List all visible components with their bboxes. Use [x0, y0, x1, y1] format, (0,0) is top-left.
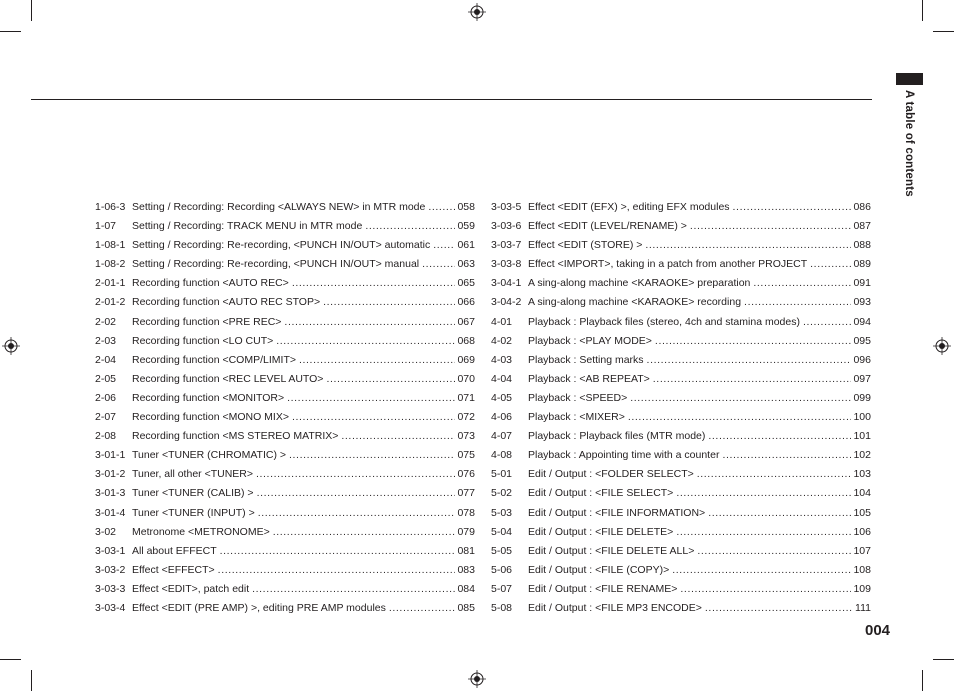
toc-entry[interactable]: [95, 487, 475, 506]
toc-entry[interactable]: [491, 507, 871, 526]
toc-column-right: [491, 201, 871, 621]
crop-mark-top-left-h: [0, 31, 21, 32]
toc-dot-leader: [284, 316, 455, 328]
toc-entry-title: Edit / Output : <FILE DELETE>: [528, 525, 674, 538]
toc-entry-title: Tuner <TUNER (INPUT) >: [132, 506, 255, 519]
registration-mark-left-icon: [2, 337, 20, 355]
toc-dot-leader: [680, 583, 851, 595]
toc-entry-title: Effect <EFFECT>: [132, 563, 215, 576]
toc-entry[interactable]: [95, 201, 475, 220]
toc-entry-page: 100: [853, 411, 871, 424]
toc-entry-number: 3-03-6: [491, 220, 522, 233]
toc-entry-page: 068: [457, 334, 475, 347]
toc-entry-title: Edit / Output : <FILE INFORMATION>: [528, 506, 706, 519]
toc-entry[interactable]: [491, 430, 871, 449]
toc-entry-number: 5-08: [491, 601, 513, 614]
toc-dot-leader: [722, 449, 851, 461]
toc-entry-number: 3-04-1: [491, 277, 522, 290]
toc-dot-leader: [220, 545, 456, 557]
toc-entry-number: 5-02: [491, 487, 513, 500]
toc-entry[interactable]: [95, 316, 475, 335]
toc-entry-page: 085: [457, 601, 475, 614]
toc-entry-page: 061: [457, 239, 475, 252]
toc-dot-leader: [258, 507, 456, 519]
toc-entry-number: 3-02: [95, 525, 117, 538]
toc-dot-leader: [630, 392, 851, 404]
toc-entry-page: 105: [853, 506, 871, 519]
toc-dot-leader: [433, 239, 455, 251]
toc-entry-title: Playback : <SPEED>: [528, 391, 628, 404]
section-tab-marker: [896, 73, 923, 85]
toc-entry-page: 099: [853, 391, 871, 404]
toc-dot-leader: [803, 316, 852, 328]
toc-dot-leader: [218, 564, 456, 576]
toc-entry[interactable]: [491, 564, 871, 583]
toc-entry-number: 2-02: [95, 315, 117, 328]
toc-entry-title: Playback : Appointing time with a counter: [528, 449, 720, 462]
toc-entry-page: 102: [853, 449, 871, 462]
toc-entry[interactable]: [95, 411, 475, 430]
toc-entry-title: Tuner <TUNER (CHROMATIC) >: [132, 449, 287, 462]
toc-entry-number: 4-01: [491, 315, 513, 328]
toc-entry-page: 111: [855, 601, 871, 614]
toc-entry-page: 109: [853, 582, 871, 595]
toc-entry-title: Playback : Playback files (MTR mode): [528, 430, 706, 443]
toc-entry-page: 070: [457, 372, 475, 385]
toc-entry-title: Tuner, all other <TUNER>: [132, 468, 253, 481]
toc-dot-leader: [273, 526, 456, 538]
toc-column-left: [95, 201, 475, 621]
toc-dot-leader: [708, 507, 851, 519]
toc-entry-title: Recording function <MS STEREO MATRIX>: [132, 430, 339, 443]
toc-entry-page: 097: [853, 372, 871, 385]
toc-entry-title: Setting / Recording: Re-recording, <PUNCH IN/OUT> automatic: [132, 239, 431, 252]
toc-entry-title: Tuner <TUNER (CALIB) >: [132, 487, 254, 500]
toc-entry[interactable]: [491, 602, 871, 621]
toc-dot-leader: [287, 392, 455, 404]
toc-entry-title: Effect <EDIT (LEVEL/RENAME) >: [528, 220, 687, 233]
toc-entry-number: 4-06: [491, 411, 513, 424]
toc-entry[interactable]: [491, 335, 871, 354]
toc-entry-title: Effect <EDIT (STORE) >: [528, 239, 643, 252]
toc-entry-number: 3-01-4: [95, 506, 126, 519]
toc-entry-title: Recording function <AUTO REC>: [132, 277, 289, 290]
toc-entry[interactable]: [95, 583, 475, 602]
toc-entry-number: 4-04: [491, 372, 513, 385]
toc-entry-page: 059: [457, 220, 475, 233]
toc-entry[interactable]: [95, 277, 475, 296]
toc-entry-page: 072: [457, 411, 475, 424]
toc-dot-leader: [810, 258, 851, 270]
toc-dot-leader: [323, 296, 455, 308]
toc-entry-page: 067: [457, 315, 475, 328]
toc-entry[interactable]: [491, 220, 871, 239]
toc-dot-leader: [628, 411, 852, 423]
toc-entry-number: 4-08: [491, 449, 513, 462]
toc-dot-leader: [289, 449, 455, 461]
toc-entry[interactable]: [491, 373, 871, 392]
toc-entry-title: Effect <EDIT>, patch edit: [132, 582, 250, 595]
toc-entry-page: 069: [457, 353, 475, 366]
toc-entry-title: All about EFFECT: [132, 544, 217, 557]
toc-dot-leader: [292, 277, 456, 289]
toc-entry[interactable]: [95, 449, 475, 468]
toc-entry-number: 5-05: [491, 544, 513, 557]
toc-entry-number: 2-03: [95, 334, 117, 347]
toc-entry-number: 4-07: [491, 430, 513, 443]
toc-dot-leader: [697, 468, 852, 480]
toc-dot-leader: [676, 487, 851, 499]
toc-entry-number: 3-01-1: [95, 449, 126, 462]
toc-entry[interactable]: [95, 564, 475, 583]
toc-entry-page: 066: [457, 296, 475, 309]
toc-entry-title: Recording function <COMP/LIMIT>: [132, 353, 296, 366]
toc-entry-page: 091: [853, 277, 871, 290]
toc-dot-leader: [292, 411, 455, 423]
toc-entry-page: 087: [853, 220, 871, 233]
toc-entry-number: 2-08: [95, 430, 117, 443]
toc-dot-leader: [326, 373, 455, 385]
toc-entry-number: 1-07: [95, 220, 117, 233]
header-rule: [31, 99, 872, 100]
toc-entry-number: 5-03: [491, 506, 513, 519]
toc-entry-number: 2-06: [95, 391, 117, 404]
crop-mark-top-right-h: [933, 31, 954, 32]
toc-dot-leader: [676, 526, 851, 538]
toc-entry-title: Edit / Output : <FILE DELETE ALL>: [528, 544, 695, 557]
toc-entry-number: 3-03-3: [95, 582, 126, 595]
toc-entry[interactable]: [95, 507, 475, 526]
toc-entry[interactable]: [491, 468, 871, 487]
crop-mark-bottom-left-h: [0, 659, 21, 660]
toc-entry-number: 5-07: [491, 582, 513, 595]
toc-entry-page: 104: [853, 487, 871, 500]
toc-entry-title: Playback : Playback files (stereo, 4ch and stamina modes): [528, 315, 800, 328]
toc-entry[interactable]: [95, 373, 475, 392]
toc-dot-leader: [422, 258, 455, 270]
toc-entry-number: 5-04: [491, 525, 513, 538]
toc-entry-page: 086: [853, 201, 871, 213]
toc-dot-leader: [708, 430, 851, 442]
toc-entry-title: Playback : Setting marks: [528, 353, 644, 366]
toc-entry-page: 108: [853, 563, 871, 576]
toc-entry-title: Effect <IMPORT>, taking in a patch from another PROJECT: [528, 258, 808, 271]
toc-dot-leader: [744, 296, 851, 308]
toc-entry[interactable]: [491, 545, 871, 564]
toc-entry[interactable]: [491, 258, 871, 277]
toc-dot-leader: [299, 354, 455, 366]
toc-entry-page: 075: [457, 449, 475, 462]
toc-entry[interactable]: [95, 220, 475, 239]
crop-mark-top-left-v: [31, 0, 32, 21]
toc-entry-title: Edit / Output : <FILE SELECT>: [528, 487, 674, 500]
toc-entry[interactable]: [491, 526, 871, 545]
toc-entry-number: 3-03-5: [491, 201, 522, 213]
toc-entry-number: 3-03-7: [491, 239, 522, 252]
toc-entry-title: Recording function <PRE REC>: [132, 315, 282, 328]
toc-dot-leader: [256, 468, 455, 480]
toc-entry-number: 1-06-3: [95, 201, 126, 213]
toc-entry-page: 103: [853, 468, 871, 481]
toc-entry-number: 2-07: [95, 411, 117, 424]
toc-entry[interactable]: [491, 316, 871, 335]
crop-mark-bottom-right-h: [933, 659, 954, 660]
toc-entry-number: 3-03-1: [95, 544, 126, 557]
toc-dot-leader: [276, 335, 455, 347]
toc-entry-title: A sing-along machine <KARAOKE> recording: [528, 296, 742, 309]
toc-entry-page: 107: [853, 544, 871, 557]
toc-entry-title: A sing-along machine <KARAOKE> preparation: [528, 277, 751, 290]
toc-entry[interactable]: [95, 526, 475, 545]
toc-entry-page: 084: [457, 582, 475, 595]
toc-entry-title: Effect <EDIT (EFX) >, editing EFX modules: [528, 201, 730, 213]
toc-entry[interactable]: [95, 258, 475, 277]
toc-entry[interactable]: [491, 411, 871, 430]
toc-entry-page: 071: [457, 391, 475, 404]
toc-entry-title: Recording function <LO CUT>: [132, 334, 274, 347]
toc-dot-leader: [753, 277, 851, 289]
toc-dot-leader: [389, 602, 456, 614]
toc-dot-leader: [252, 583, 455, 595]
toc-entry-number: 2-01-2: [95, 296, 126, 309]
toc-entry-page: 083: [457, 563, 475, 576]
toc-entry[interactable]: [95, 239, 475, 258]
toc-dot-leader: [257, 487, 456, 499]
toc-entry[interactable]: [491, 277, 871, 296]
toc-entry[interactable]: [95, 430, 475, 449]
toc-entry-page: 089: [853, 258, 871, 271]
toc-entry-number: 2-05: [95, 372, 117, 385]
toc-entry[interactable]: [95, 335, 475, 354]
toc-entry[interactable]: [95, 392, 475, 411]
toc-entry-number: 3-03-2: [95, 563, 126, 576]
toc-dot-leader: [653, 373, 852, 385]
toc-entry-title: Playback : <MIXER>: [528, 411, 625, 424]
registration-mark-bottom-icon: [468, 670, 486, 688]
toc-entry-number: 3-01-3: [95, 487, 126, 500]
toc-dot-leader: [672, 564, 851, 576]
toc-entry-page: 094: [853, 315, 871, 328]
toc-entry-title: Playback : <PLAY MODE>: [528, 334, 652, 347]
toc-entry-title: Setting / Recording: Recording <ALWAYS NEW> in MTR mode: [132, 201, 426, 213]
toc-dot-leader: [341, 430, 455, 442]
toc-entry-number: 3-03-4: [95, 601, 126, 614]
toc-entry-title: Edit / Output : <FILE MP3 ENCODE>: [528, 601, 702, 614]
toc-entry-page: 096: [853, 353, 871, 366]
toc-entry[interactable]: [491, 201, 871, 220]
toc-dot-leader: [697, 545, 851, 557]
toc-entry-title: Recording function <AUTO REC STOP>: [132, 296, 321, 309]
toc-entry-number: 5-01: [491, 468, 513, 481]
toc-entry-page: 065: [457, 277, 475, 290]
toc-entry-title: Playback : <AB REPEAT>: [528, 372, 650, 385]
toc-entry[interactable]: [95, 354, 475, 373]
toc-entry-page: 079: [457, 525, 475, 538]
toc-entry-title: Recording function <MONO MIX>: [132, 411, 289, 424]
toc-entry[interactable]: [491, 392, 871, 411]
toc-dot-leader: [733, 201, 852, 213]
page-number: 004: [865, 622, 891, 639]
toc-entry-page: 088: [853, 239, 871, 252]
toc-dot-leader: [645, 239, 851, 251]
toc-entry-title: Setting / Recording: Re-recording, <PUNCH IN/OUT> manual: [132, 258, 420, 271]
toc-entry-page: 058: [457, 201, 475, 213]
toc-entry[interactable]: [95, 468, 475, 487]
toc-entry[interactable]: [95, 602, 475, 621]
toc-dot-leader: [655, 335, 852, 347]
toc-entry[interactable]: [491, 296, 871, 315]
toc-entry-number: 4-03: [491, 353, 513, 366]
toc-entry-number: 1-08-2: [95, 258, 126, 271]
side-title: A table of contents: [903, 90, 915, 197]
toc-entry-page: 081: [457, 544, 475, 557]
toc-entry-page: 073: [457, 430, 475, 443]
toc-entry[interactable]: [491, 239, 871, 258]
toc-entry[interactable]: [491, 487, 871, 506]
toc-entry-number: 3-04-2: [491, 296, 522, 309]
toc-dot-leader: [647, 354, 852, 366]
toc-entry-page: 095: [853, 334, 871, 347]
toc-entry-number: 3-01-2: [95, 468, 126, 481]
toc-entry-page: 078: [457, 506, 475, 519]
toc-entry-page: 101: [853, 430, 871, 443]
toc-dot-leader: [365, 220, 455, 232]
toc-entry[interactable]: [95, 545, 475, 564]
toc-dot-leader: [705, 602, 853, 614]
toc-dot-leader: [690, 220, 852, 232]
toc-entry-title: Effect <EDIT (PRE AMP) >, editing PRE AMP modules: [132, 601, 386, 614]
toc-entry-page: 077: [457, 487, 475, 500]
toc-entry-title: Edit / Output : <FILE (COPY)>: [528, 563, 670, 576]
toc-entry-title: Edit / Output : <FOLDER SELECT>: [528, 468, 694, 481]
toc-entry-page: 106: [853, 525, 871, 538]
toc-entry-number: 4-02: [491, 334, 513, 347]
crop-mark-top-right-v: [922, 0, 923, 21]
toc-entry-number: 3-03-8: [491, 258, 522, 271]
toc-entry[interactable]: [95, 296, 475, 315]
toc-dot-leader: [428, 201, 455, 213]
registration-mark-top-icon: [468, 3, 486, 21]
toc-entry-title: Recording function <REC LEVEL AUTO>: [132, 372, 324, 385]
toc-entry-number: 4-05: [491, 391, 513, 404]
toc-entry-page: 076: [457, 468, 475, 481]
registration-mark-right-icon: [933, 337, 951, 355]
crop-mark-bottom-left-v: [31, 670, 32, 691]
toc-entry-number: 2-01-1: [95, 277, 126, 290]
toc-entry-title: Recording function <MONITOR>: [132, 391, 285, 404]
toc-entry-number: 5-06: [491, 563, 513, 576]
toc-entry[interactable]: [491, 354, 871, 373]
crop-mark-bottom-right-v: [922, 670, 923, 691]
toc-entry-number: 1-08-1: [95, 239, 126, 252]
toc-entry-page: 063: [457, 258, 475, 271]
toc-entry-page: 093: [853, 296, 871, 309]
toc-entry-title: Edit / Output : <FILE RENAME>: [528, 582, 678, 595]
toc-entry-title: Setting / Recording: TRACK MENU in MTR mode: [132, 220, 363, 233]
toc-entry[interactable]: [491, 449, 871, 468]
toc-entry-title: Metronome <METRONOME>: [132, 525, 270, 538]
toc-entry[interactable]: [491, 583, 871, 602]
toc-entry-number: 2-04: [95, 353, 117, 366]
